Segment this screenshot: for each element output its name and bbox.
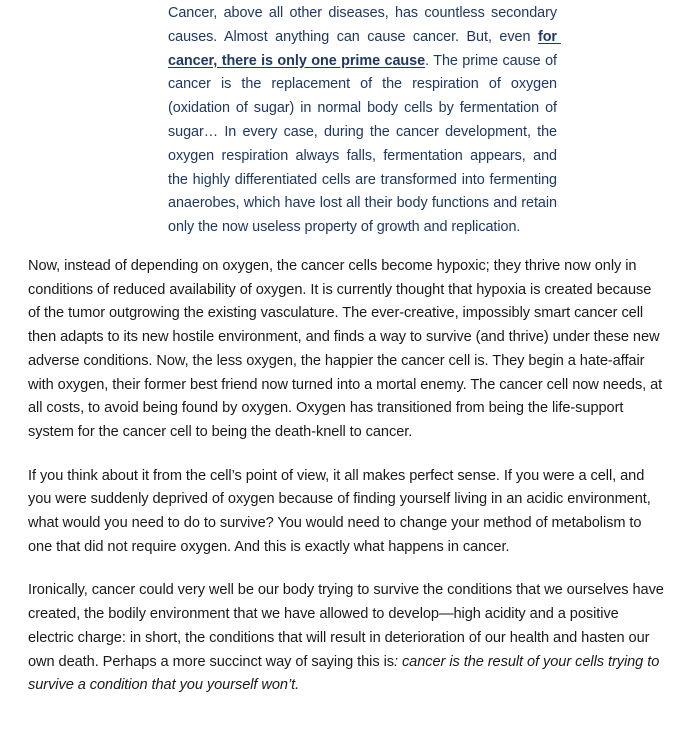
- paragraph-cell-point-of-view: If you think about it from the cell’s point of view, it all makes perfect sense. If you were a cell, and you were suddenly deprived of oxygen because of finding yourself living in an acidic environment, what would you need to do to survive? You would need to change your method of metabolism to one that did not require oxygen. And this is exactly what happens in cancer.: [28, 467, 651, 555]
- body-column: [28, 255, 668, 698]
- quotation-text-lead: Cancer, above all other diseases, has countless secondary causes. Almost anything can cause cancer. But, even: [168, 5, 561, 45]
- warburg-quotation: [168, 2, 561, 240]
- quotation-emphasis: for cancer, there is only one prime cause: [168, 28, 561, 69]
- irony-lead-text: Ironically, cancer could very well be our body trying to survive the conditions that we ourselves have created, the bodily environment that we have allowed to develop—high acidity and a positive electric charge: in short, the conditions that will result in deterioration of our health and hasten our own death. Perhaps a more succinct way of saying this is: [28, 582, 668, 670]
- irony-italic-conclusion: : cancer is the result of your cells trying to survive a condition that you yourself won’t.: [28, 653, 664, 694]
- paragraph-irony: [28, 579, 668, 698]
- paragraph-hypoxia: Now, instead of depending on oxygen, the cancer cells become hypoxic; they thrive now only in conditions of reduced availability of oxygen. It is currently thought that hypoxia is created because of the tumor outgrowing the existing vasculature. The ever-creative, impossibly smart cancer cell then adapts to its new hostile environment, and finds a way to survive (and thrive) under these new adverse conditions. Now, the less oxygen, the happier the cancer cell is. They begin a hate-affair with oxygen, their former best friend now turned into a mortal enemy. The cancer cell now needs, at all costs, to avoid being found by oxygen. Oxygen has transitioned from being the life-support system for the cancer cell to being the death-knell to cancer.: [28, 258, 663, 440]
- quotation-text-tail: . The prime cause of cancer is the replacement of the respiration of oxygen (oxidation of sugar) in normal body cells by fermentation of sugar… In every case, during the cancer development, the oxygen respiration always falls, fermentation appears, and the highly differentiated cells are transformed into fermenting anaerobes, which have lost all their body functions and retain only the now useless property of growth and replication.: [168, 52, 561, 236]
